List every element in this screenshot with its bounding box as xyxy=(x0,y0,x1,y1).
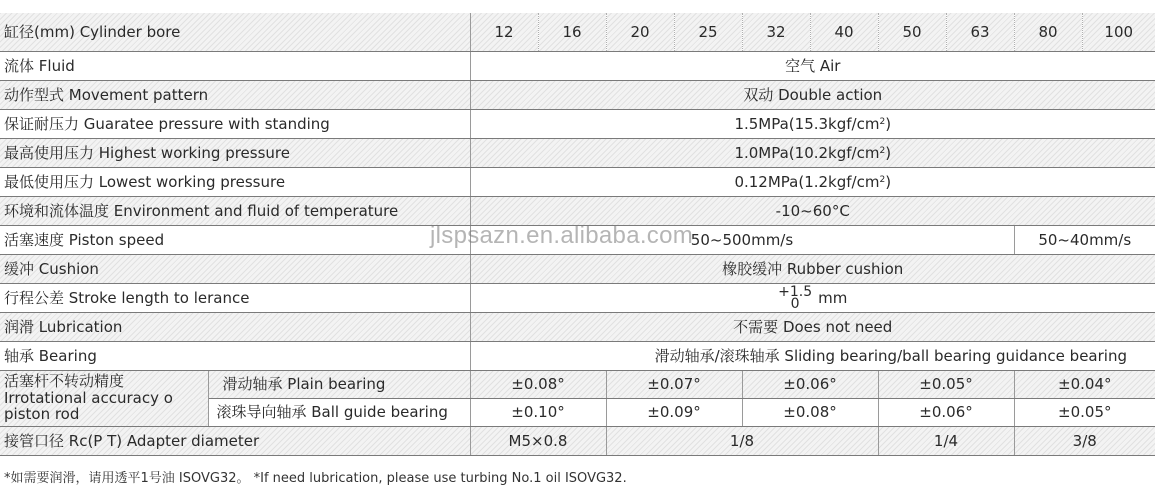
movement-row xyxy=(0,81,1155,110)
adapter-row xyxy=(0,427,1155,456)
guarantee-pressure-row xyxy=(0,110,1155,139)
row-value: 双动 Double action xyxy=(470,81,1155,110)
bore-value: 25 xyxy=(674,13,742,52)
value-close: ) xyxy=(885,172,892,191)
adapter-value: 1/4 xyxy=(878,427,1014,456)
value-text: 1.5MPa(15.3kgf/cm xyxy=(734,114,880,133)
cushion-row xyxy=(0,255,1155,284)
row-value xyxy=(470,168,1155,197)
row-value: 不需要 Does not need xyxy=(470,313,1155,342)
ball-bearing-label: 滚珠导向轴承 Ball guide bearing xyxy=(208,399,470,427)
row-value: 橡胶缓冲 Rubber cushion xyxy=(470,255,1155,284)
accuracy-value: ±0.07° xyxy=(606,371,742,399)
highest-pressure-row xyxy=(0,139,1155,168)
accuracy-label-cn: 活塞杆不转动精度 xyxy=(4,372,125,390)
row-label: 轴承 Bearing xyxy=(0,342,470,371)
row-label: 最高使用压力 Highest working pressure xyxy=(0,139,470,168)
tolerance-stack xyxy=(778,286,812,310)
lubrication-row xyxy=(0,313,1155,342)
row-value: 空气 Air xyxy=(470,52,1155,81)
value-text: 1.0MPa(10.2kgf/cm xyxy=(734,143,880,162)
accuracy-value: ±0.08° xyxy=(742,399,878,427)
accuracy-label-en: Irrotational accuracy o piston rod xyxy=(4,388,173,423)
value-text: 0.12MPa(1.2kgf/cm xyxy=(734,172,880,191)
accuracy-value: ±0.09° xyxy=(606,399,742,427)
bearing-row xyxy=(0,342,1155,371)
row-value xyxy=(470,139,1155,168)
watermark: jlspsazn.en.alibaba.com xyxy=(430,222,694,249)
row-label: 活塞速度 Piston speed xyxy=(0,226,470,255)
superscript: 2 xyxy=(879,145,886,156)
row-label: 保证耐压力 Guaratee pressure with standing xyxy=(0,110,470,139)
row-label: 缓冲 Cushion xyxy=(0,255,470,284)
accuracy-value: ±0.06° xyxy=(742,371,878,399)
bore-value: 32 xyxy=(742,13,810,52)
adapter-value: 1/8 xyxy=(606,427,878,456)
bore-value: 100 xyxy=(1082,13,1155,52)
superscript: 2 xyxy=(879,174,886,185)
bore-value: 50 xyxy=(878,13,946,52)
accuracy-value: ±0.08° xyxy=(470,371,606,399)
row-value: 50~500mm/s xyxy=(470,226,1014,255)
row-label: 流体 Fluid xyxy=(0,52,470,81)
row-label: 动作型式 Movement pattern xyxy=(0,81,470,110)
row-label: 最低使用压力 Lowest working pressure xyxy=(0,168,470,197)
accuracy-value: ±0.05° xyxy=(1014,399,1155,427)
row-value xyxy=(470,110,1155,139)
accuracy-label xyxy=(0,371,208,427)
header-row xyxy=(0,13,1155,52)
adapter-value: M5×0.8 xyxy=(470,427,606,456)
row-label: 润滑 Lubrication xyxy=(0,313,470,342)
accuracy-value: ±0.04° xyxy=(1014,371,1155,399)
row-label: 接管口径 Rc(P T) Adapter diameter xyxy=(0,427,470,456)
row-value: 50~40mm/s xyxy=(1014,226,1155,255)
row-label: 环境和流体温度 Environment and fluid of temperature xyxy=(0,197,470,226)
row-value: -10~60°C xyxy=(470,197,1155,226)
row-value xyxy=(470,284,1155,313)
bore-value: 40 xyxy=(810,13,878,52)
bore-label: 缸径(mm) Cylinder bore xyxy=(0,13,470,52)
tolerance-unit: mm xyxy=(818,288,848,307)
value-close: ) xyxy=(885,143,892,162)
accuracy-value: ±0.05° xyxy=(878,371,1014,399)
superscript: 2 xyxy=(879,116,886,127)
bore-value: 20 xyxy=(606,13,674,52)
accuracy-value: ±0.06° xyxy=(878,399,1014,427)
value-close: ) xyxy=(885,114,892,133)
bore-value: 12 xyxy=(470,13,538,52)
lowest-pressure-row xyxy=(0,168,1155,197)
bore-value: 80 xyxy=(1014,13,1082,52)
fluid-row xyxy=(0,52,1155,81)
stroke-tolerance-row xyxy=(0,284,1155,313)
footnote: *如需要润滑，请用透平1号油 ISOVG32。 *If need lubrication, please use turbing No.1 oil ISOVG32. xyxy=(4,471,627,486)
row-value: 滑动轴承/滚珠轴承 Sliding bearing/ball bearing guidance bearing xyxy=(470,342,1155,371)
adapter-value: 3/8 xyxy=(1014,427,1155,456)
accuracy-value: ±0.10° xyxy=(470,399,606,427)
accuracy-plain-row xyxy=(0,371,1155,399)
row-label: 行程公差 Stroke length to lerance xyxy=(0,284,470,313)
bore-value: 16 xyxy=(538,13,606,52)
bore-value: 63 xyxy=(946,13,1014,52)
tolerance-lower: 0 xyxy=(790,296,800,312)
plain-bearing-label: 滑动轴承 Plain bearing xyxy=(208,371,470,399)
tolerance-upper: +1.5 xyxy=(778,284,813,300)
